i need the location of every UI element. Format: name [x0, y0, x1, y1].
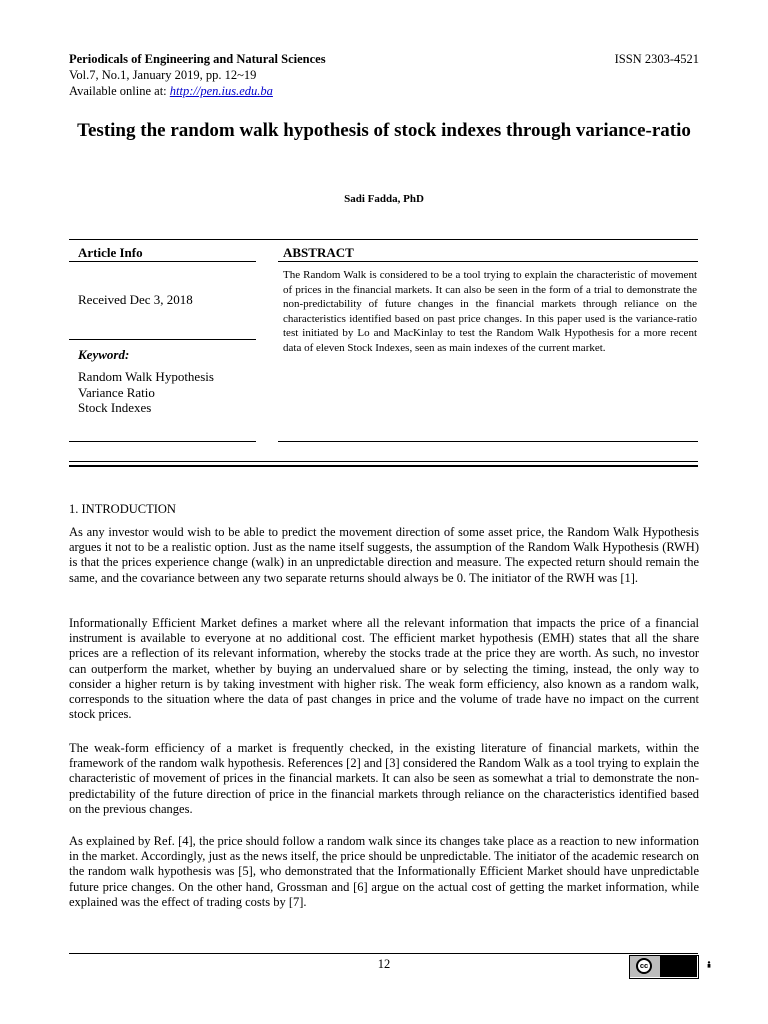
keyword-item: Stock Indexes [78, 400, 152, 415]
available-label: Available online at: [69, 84, 170, 98]
keyword-item: Random Walk Hypothesis [78, 369, 214, 384]
cc-badge-left [630, 956, 660, 977]
rule-info-top [69, 239, 698, 240]
body-paragraph: Informationally Efficient Market defines a market where all the relevant information that impacts the price of a financial instrument is available to everyone at no additional cost. The efficient market hypothesis (EMH) states that all the share prices are a reflection of its relevant information, whereby the stocks trade at the price they are worth. As such, no investor can outperform the market, whether by buying an undervalued share or by selecting the timing, instead, the only way to consider a higher return is by taking investment with higher risk. The weak form efficiency, also known as a random walk, corresponds to the situation where the data of past changes in price and the volume of trade have no impact on the current stock prices. [69, 616, 699, 722]
keyword-heading: Keyword: [78, 347, 130, 362]
cc-by-license-badge [629, 955, 709, 979]
issn: ISSN 2303-4521 [614, 52, 699, 66]
available-online [69, 84, 273, 99]
rule-info-bottom [69, 441, 256, 442]
author: Sadi Fadda, PhD [344, 193, 424, 205]
received-date: Received Dec 3, 2018 [78, 292, 193, 307]
rule-double-1 [69, 461, 698, 462]
rule-keyword [69, 339, 256, 340]
rule-abstract-head [278, 261, 698, 262]
rule-abstract-bottom [278, 441, 698, 442]
body-paragraph: The weak-form efficiency of a market is frequently checked, in the existing literature of financial markets, within the framework of the random walk hypothesis. References [2] and [3] considered the Random Walk as a tool trying to explain the characteristic of movement of prices in the financial markets. It can also be seen as somewhat a trial to demonstrate the non-predictability of the future direction of price in the financial markets through reliance on the characteristics identified based on the previous changes. [69, 741, 699, 816]
rule-info-head [69, 261, 256, 262]
body-paragraph: As any investor would wish to be able to predict the movement direction of some asset price, the Random Walk Hypothesis argues it not to be a realistic option. Just as the name itself suggests, the assumption of the Random Walk Hypothesis (RWH) is that the prices experience change (walk) in an unpredictable direction and measure. The expected return should remain the same, and the covariance between any two separate returns should always be 0. The initiator of the RWH was [1]. [69, 525, 699, 585]
cc-icon: cc [636, 958, 652, 974]
keyword-item: Variance Ratio [78, 384, 155, 400]
abstract-text: The Random Walk is considered to be a tool trying to explain the characteristic of movement of prices in the financial markets. It can also be seen in the form of a trial to demonstrate the non-predictability of future changes in the financial markets through reliance on the characteristics identified based on past price changes. In this paper used is the variance-ratio test initiated by Lo and MacKinlay to test the Random Walk Hypothesis for a more recent data of eleven Stock Indexes, seen as main indexes of the current market. [283, 269, 697, 354]
journal-name: Periodicals of Engineering and Natural Sciences [69, 52, 326, 66]
rule-double-2 [69, 465, 698, 467]
keyword-list [78, 369, 214, 416]
abstract-heading: ABSTRACT [283, 245, 354, 260]
volume-info: Vol.7, No.1, January 2019, pp. 12~19 [69, 68, 257, 82]
article-info-heading: Article Info [78, 245, 143, 260]
page-number: 12 [377, 957, 391, 971]
footer-rule [69, 953, 698, 954]
section-heading: 1. INTRODUCTION [69, 502, 176, 516]
paper-title: Testing the random walk hypothesis of stock indexes through variance-ratio [77, 120, 691, 141]
attribution-person-icon [702, 958, 716, 972]
body-paragraph: As explained by Ref. [4], the price should follow a random walk since its changes take place as a reaction to new information in the market. Accordingly, just as the news itself, the price should be unpredictable. The initiator of the academic research on the random walk hypothesis was [5], who demonstrated that the Informationally Efficient Market should have unpredictable future price changes. On the other hand, Grossman and [6] argue on the actual cost of getting the market information, while explained was the effect of trading costs by [7]. [69, 834, 699, 909]
journal-url-link[interactable]: http://pen.ius.edu.ba [169, 84, 273, 98]
by-label: BY [701, 971, 709, 977]
cc-badge-right [660, 956, 709, 977]
